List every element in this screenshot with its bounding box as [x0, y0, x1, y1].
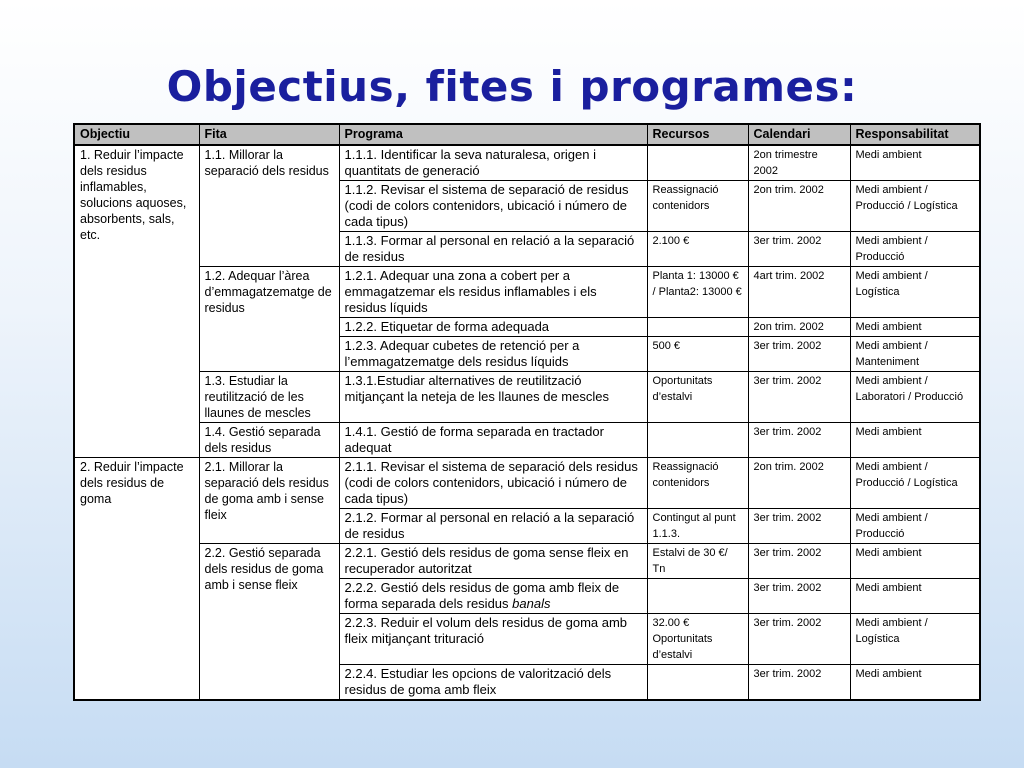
program-cell: 1.2.3. Adequar cubetes de retenció per a l’emmagatzematge dels residus líquids	[339, 337, 647, 372]
schedule-cell: 3er trim. 2002	[748, 614, 850, 665]
responsibility-cell: Medi ambient	[850, 145, 980, 181]
responsibility-cell: Medi ambient / Producció	[850, 509, 980, 544]
responsibility-cell: Medi ambient	[850, 423, 980, 458]
program-cell: 2.2.4. Estudiar les opcions de valorització dels residus de goma amb fleix	[339, 665, 647, 701]
program-cell: 1.2.1. Adequar una zona a cobert per a emmagatzemar els residus inflamables i els residus líquids	[339, 267, 647, 318]
objective-cell: 2. Reduir l’impacte dels residus de goma	[74, 458, 199, 701]
milestone-cell: 1.2. Adequar l’àrea d’emmagatzematge de residus	[199, 267, 339, 372]
resources-cell: 2.100 €	[647, 232, 748, 267]
responsibility-cell: Medi ambient	[850, 544, 980, 579]
schedule-cell: 2on trimestre 2002	[748, 145, 850, 181]
table-row	[74, 423, 980, 458]
table-row	[74, 372, 980, 423]
table-row	[74, 145, 980, 181]
resources-cell	[647, 318, 748, 337]
schedule-cell: 3er trim. 2002	[748, 509, 850, 544]
responsibility-cell: Medi ambient / Producció / Logística	[850, 181, 980, 232]
resources-cell: 32.00 € Oportunitats d’estalvi	[647, 614, 748, 665]
milestone-cell: 1.1. Millorar la separació dels residus	[199, 145, 339, 267]
schedule-cell: 3er trim. 2002	[748, 337, 850, 372]
resources-cell: Planta 1: 13000 € / Planta2: 13000 €	[647, 267, 748, 318]
table-row	[74, 544, 980, 579]
responsibility-cell: Medi ambient	[850, 318, 980, 337]
program-cell: 1.1.3. Formar al personal en relació a la separació de residus	[339, 232, 647, 267]
schedule-cell: 4art trim. 2002	[748, 267, 850, 318]
program-cell: 1.1.1. Identificar la seva naturalesa, origen i quantitats de generació	[339, 145, 647, 181]
table-row	[74, 267, 980, 318]
resources-cell: Oportunitats d’estalvi	[647, 372, 748, 423]
objective-cell: 1. Reduir l’impacte dels residus inflamables, solucions aquoses, absorbents, sals, etc.	[74, 145, 199, 458]
responsibility-cell: Medi ambient / Logística	[850, 267, 980, 318]
responsibility-cell: Medi ambient	[850, 665, 980, 701]
schedule-cell: 3er trim. 2002	[748, 232, 850, 267]
page-title: Objectius, fites i programes:	[166, 62, 858, 111]
schedule-cell: 2on trim. 2002	[748, 458, 850, 509]
responsibility-cell: Medi ambient / Laboratori / Producció	[850, 372, 980, 423]
program-cell	[339, 579, 647, 614]
responsibility-cell: Medi ambient / Manteniment	[850, 337, 980, 372]
program-cell: 2.1.1. Revisar el sistema de separació dels residus (codi de colors contenidors, ubicació i número de cada tipus)	[339, 458, 647, 509]
header-programa: Programa	[339, 124, 647, 145]
program-cell: 1.3.1.Estudiar alternatives de reutilització mitjançant la neteja de les llaunes de mescles	[339, 372, 647, 423]
resources-cell	[647, 423, 748, 458]
table-header-row	[74, 124, 980, 145]
program-cell: 2.2.1. Gestió dels residus de goma sense fleix en recuperador autoritzat	[339, 544, 647, 579]
schedule-cell: 2on trim. 2002	[748, 181, 850, 232]
program-emphasis: banals	[512, 596, 551, 611]
table-row	[74, 458, 980, 509]
header-fita: Fita	[199, 124, 339, 145]
schedule-cell: 3er trim. 2002	[748, 544, 850, 579]
schedule-cell: 3er trim. 2002	[748, 372, 850, 423]
resources-cell	[647, 145, 748, 181]
header-objectiu: Objectiu	[74, 124, 199, 145]
responsibility-cell: Medi ambient / Logística	[850, 614, 980, 665]
milestone-cell: 1.4. Gestió separada dels residus	[199, 423, 339, 458]
milestone-cell: 1.3. Estudiar la reutilització de les llaunes de mescles	[199, 372, 339, 423]
header-responsabilitat: Responsabilitat	[850, 124, 980, 145]
program-cell: 1.1.2. Revisar el sistema de separació de residus (codi de colors contenidors, ubicació i número de cada tipus)	[339, 181, 647, 232]
milestone-cell: 2.2. Gestió separada dels residus de goma amb i sense fleix	[199, 544, 339, 701]
resources-cell: Estalvi de 30 €/ Tn	[647, 544, 748, 579]
responsibility-cell: Medi ambient	[850, 579, 980, 614]
responsibility-cell: Medi ambient / Producció	[850, 232, 980, 267]
header-recursos: Recursos	[647, 124, 748, 145]
schedule-cell: 3er trim. 2002	[748, 423, 850, 458]
milestone-cell: 2.1. Millorar la separació dels residus de goma amb i sense fleix	[199, 458, 339, 544]
resources-cell: Reassignació contenidors	[647, 181, 748, 232]
resources-cell: 500 €	[647, 337, 748, 372]
program-cell: 1.4.1. Gestió de forma separada en tractador adequat	[339, 423, 647, 458]
program-cell: 2.1.2. Formar al personal en relació a la separació de residus	[339, 509, 647, 544]
program-text: 2.2.2. Gestió dels residus de goma amb fleix de forma separada dels residus	[344, 580, 620, 611]
schedule-cell: 3er trim. 2002	[748, 665, 850, 701]
objectives-table	[73, 123, 981, 701]
resources-cell: Reassignació contenidors	[647, 458, 748, 509]
program-cell: 1.2.2. Etiquetar de forma adequada	[339, 318, 647, 337]
schedule-cell: 3er trim. 2002	[748, 579, 850, 614]
resources-cell	[647, 665, 748, 701]
resources-cell: Contingut al punt 1.1.3.	[647, 509, 748, 544]
header-calendari: Calendari	[748, 124, 850, 145]
responsibility-cell: Medi ambient / Producció / Logística	[850, 458, 980, 509]
schedule-cell: 2on trim. 2002	[748, 318, 850, 337]
resources-cell	[647, 579, 748, 614]
program-cell: 2.2.3. Reduir el volum dels residus de goma amb fleix mitjançant trituració	[339, 614, 647, 665]
